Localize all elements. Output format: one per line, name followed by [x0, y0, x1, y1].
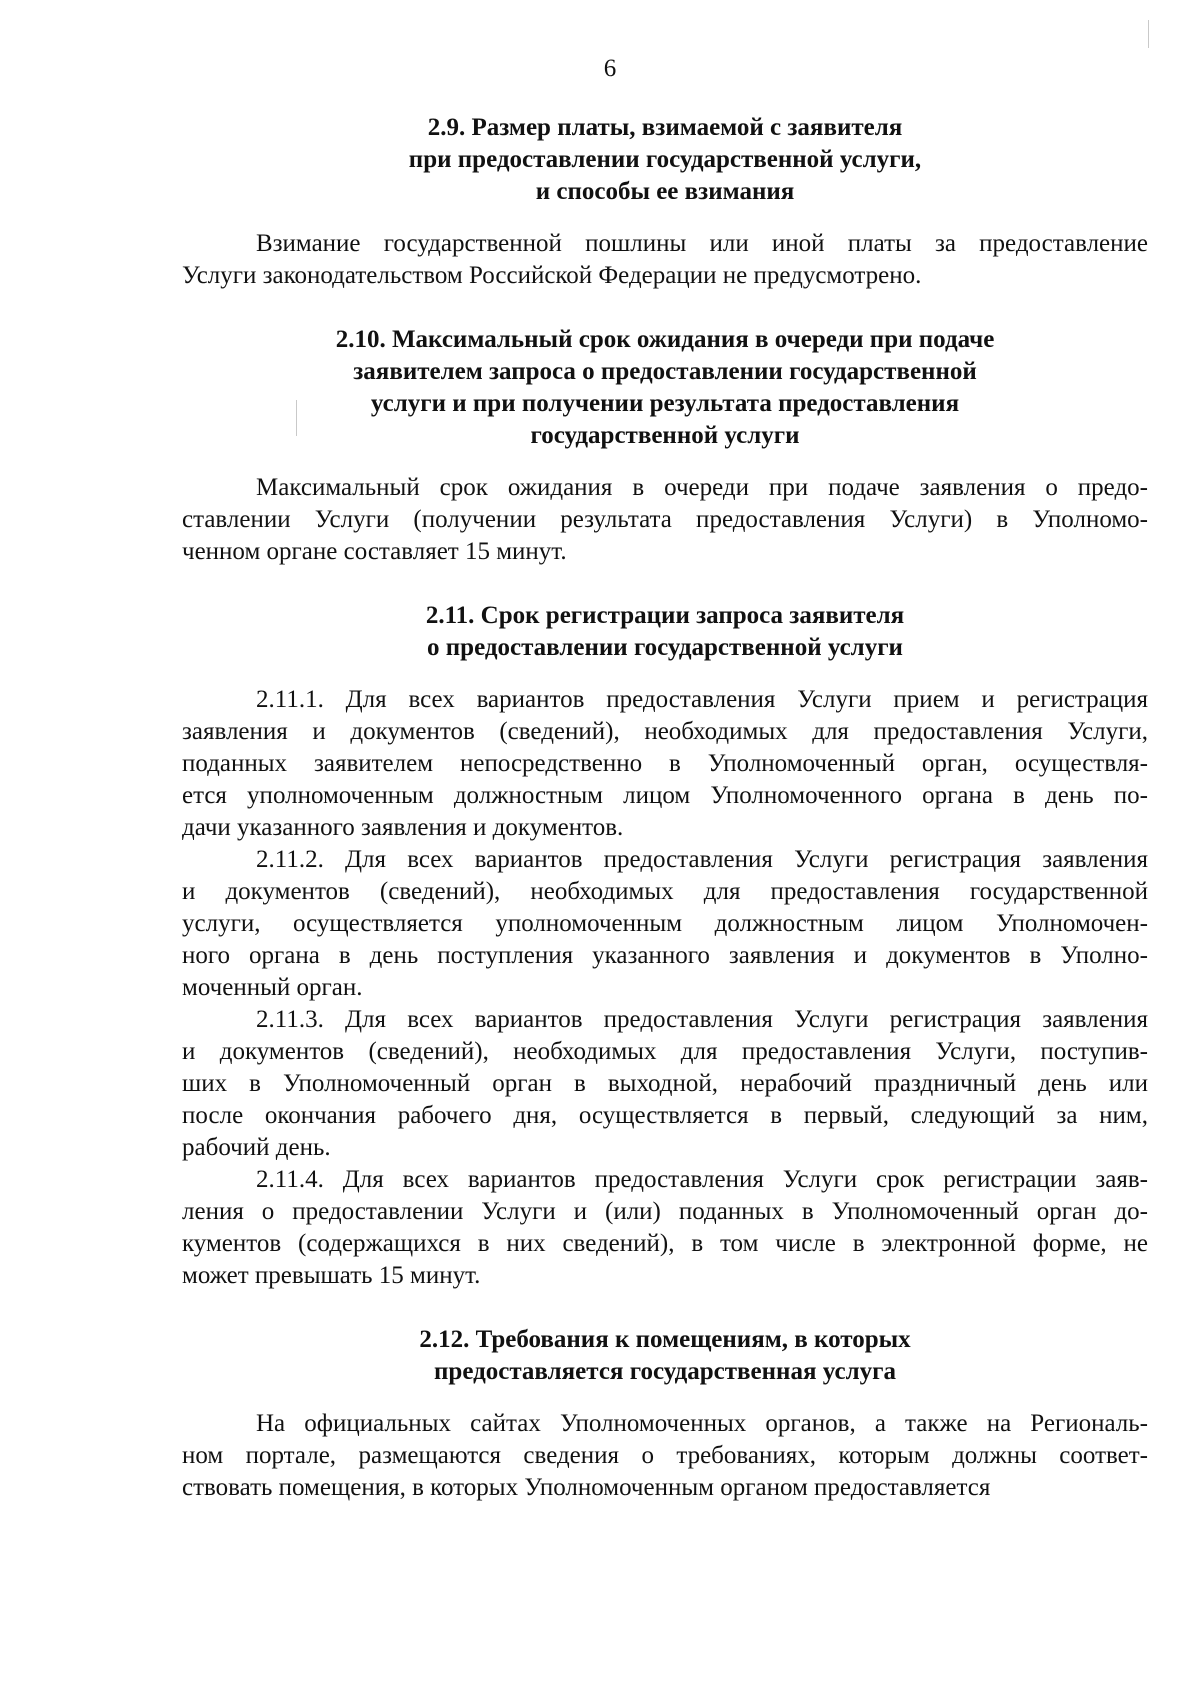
- paragraph-line: и документов (сведений), необходимых для предоставления государственной: [182, 878, 1148, 905]
- section-heading-line: государственной услуги: [530, 422, 800, 449]
- paragraph-line: услуги, осуществляется уполномоченным должностным лицом Уполномочен-: [182, 910, 1148, 937]
- paragraph-line: Максимальный срок ожидания в очереди при подаче заявления о предо-: [256, 474, 1148, 501]
- section-heading: [182, 1324, 1148, 1388]
- paragraph-line: ченном органе составляет 15 минут.: [182, 538, 567, 565]
- paragraph-line: ном портале, размещаются сведения о требованиях, которым должны соответ-: [182, 1442, 1148, 1469]
- section-heading-line: и способы ее взимания: [535, 178, 795, 205]
- paragraph-line: 2.11.1. Для всех вариантов предоставления Услуги прием и регистрация: [256, 686, 1148, 713]
- section-heading: [182, 600, 1148, 664]
- paragraph-line: ется уполномоченным должностным лицом Уполномоченного органа в день по-: [182, 782, 1148, 809]
- section-heading-line: о предоставлении государственной услуги: [427, 634, 903, 661]
- paragraph-line: Услуги законодательством Российской Федерации не предусмотрено.: [182, 262, 922, 289]
- section-heading: [182, 324, 1148, 452]
- paragraph-line: заявления и документов (сведений), необходимых для предоставления Услуги,: [182, 718, 1148, 745]
- paragraph-line: кументов (содержащихся в них сведений), в том числе в электронной форме, не: [182, 1230, 1148, 1257]
- scan-artifact-line: [1148, 20, 1149, 48]
- paragraph: [182, 228, 1148, 292]
- section-heading-line: 2.12. Требования к помещениям, в которых: [419, 1326, 911, 1353]
- section-heading-line: предоставляется государственная услуга: [434, 1358, 896, 1385]
- paragraph-line: ления о предоставлении Услуги и (или) поданных в Уполномоченный орган до-: [182, 1198, 1148, 1225]
- paragraph: [182, 1408, 1148, 1504]
- section-heading-line: 2.11. Срок регистрации запроса заявителя: [425, 602, 905, 629]
- section-heading-line: при предоставлении государственной услуги,: [408, 146, 922, 173]
- paragraph: [182, 844, 1148, 1004]
- paragraph-line: после окончания рабочего дня, осуществляется в первый, следующий за ним,: [182, 1102, 1148, 1129]
- section-heading: [182, 112, 1148, 208]
- paragraph-line: 2.11.2. Для всех вариантов предоставления Услуги регистрация заявления: [256, 846, 1148, 873]
- paragraph-line: На официальных сайтах Уполномоченных органов, а также на Региональ-: [256, 1410, 1148, 1437]
- paragraph-line: и документов (сведений), необходимых для предоставления Услуги, поступив-: [182, 1038, 1148, 1065]
- document-body: [182, 112, 1148, 1504]
- section-heading-line: 2.10. Максимальный срок ожидания в очереди при подаче: [335, 326, 995, 353]
- paragraph-line: моченный орган.: [182, 974, 363, 1001]
- paragraph-line: ствовать помещения, в которых Уполномоченным органом предоставляется: [182, 1474, 991, 1501]
- paragraph-line: ного органа в день поступления указанного заявления и документов в Уполно-: [182, 942, 1148, 969]
- paragraph: [182, 684, 1148, 844]
- paragraph-line: ставлении Услуги (получении результата предоставления Услуги) в Уполномо-: [182, 506, 1148, 533]
- paragraph-line: может превышать 15 минут.: [182, 1262, 481, 1289]
- section-heading-line: 2.9. Размер платы, взимаемой с заявителя: [427, 114, 903, 141]
- paragraph: [182, 1164, 1148, 1292]
- paragraph-line: 2.11.3. Для всех вариантов предоставления Услуги регистрация заявления: [256, 1006, 1148, 1033]
- paragraph: [182, 1004, 1148, 1164]
- page-number: 6: [603, 55, 617, 82]
- paragraph: [182, 472, 1148, 568]
- paragraph-line: 2.11.4. Для всех вариантов предоставления Услуги срок регистрации заяв-: [256, 1166, 1148, 1193]
- paragraph-line: рабочий день.: [182, 1134, 331, 1161]
- paragraph-line: ших в Уполномоченный орган в выходной, нерабочий праздничный день или: [182, 1070, 1148, 1097]
- paragraph-line: Взимание государственной пошлины или иной платы за предоставление: [256, 230, 1148, 257]
- section-heading-line: услуги и при получении результата предоставления: [370, 390, 960, 417]
- section-heading-line: заявителем запроса о предоставлении государственной: [353, 358, 977, 385]
- paragraph-line: поданных заявителем непосредственно в Уполномоченный орган, осуществля-: [182, 750, 1148, 777]
- paragraph-line: дачи указанного заявления и документов.: [182, 814, 624, 841]
